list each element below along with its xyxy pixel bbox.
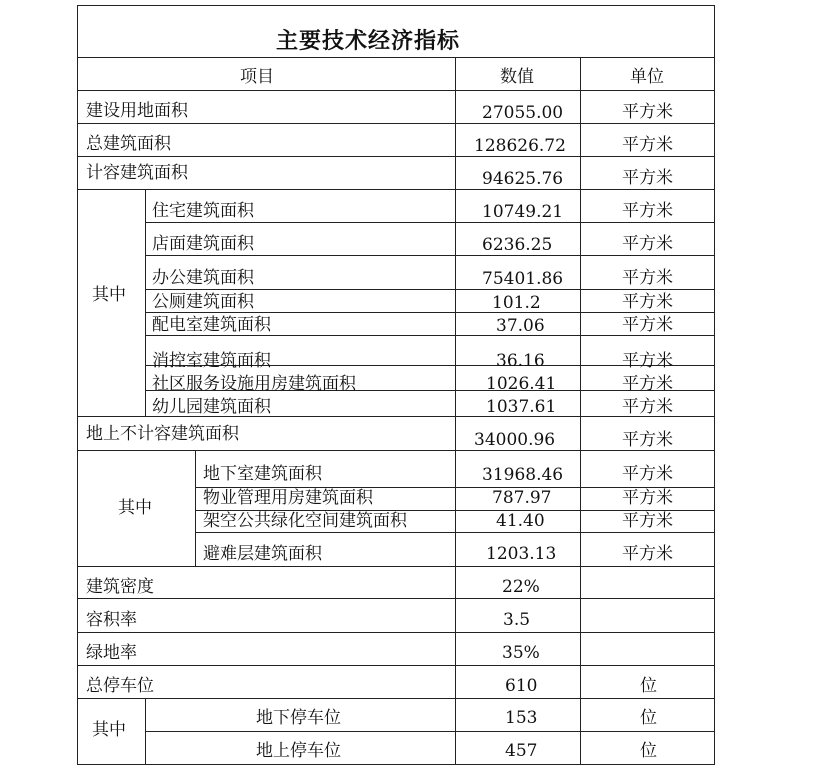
grid-line-horizontal — [77, 632, 715, 633]
grid-line-horizontal — [77, 598, 715, 599]
row-unit: 平方米 — [622, 135, 673, 155]
row-value: 128626.72 — [474, 136, 566, 156]
subrow-unit: 平方米 — [622, 268, 673, 288]
grid-line-horizontal — [77, 5, 715, 6]
row-unit: 平方米 — [622, 168, 673, 188]
row-value: 3.5 — [503, 610, 531, 630]
subrow-unit: 平方米 — [622, 488, 673, 508]
row-value: 34000.96 — [474, 430, 556, 450]
subrow-label: 架空公共绿化空间建筑面积 — [203, 511, 407, 531]
subrow-label: 住宅建筑面积 — [152, 201, 254, 221]
subrow-unit: 位 — [640, 741, 657, 761]
subrow-label: 物业管理用房建筑面积 — [203, 488, 373, 508]
grid-line-vertical — [77, 5, 78, 765]
subrow-value: 41.40 — [496, 511, 545, 531]
header-item: 项目 — [240, 67, 274, 87]
subrow-value: 787.97 — [492, 488, 552, 508]
subrow-label: 办公建筑面积 — [152, 268, 254, 288]
subrow-label: 店面建筑面积 — [152, 234, 254, 254]
group-label: 其中 — [92, 720, 126, 740]
subrow-value: 10749.21 — [482, 202, 564, 222]
subrow-unit: 平方米 — [622, 315, 673, 335]
group-label: 其中 — [118, 498, 152, 518]
row-label: 地上不计容建筑面积 — [86, 424, 239, 444]
subrow-value: 31968.46 — [482, 465, 564, 485]
grid-line-horizontal — [77, 764, 715, 765]
grid-line-vertical — [714, 5, 715, 765]
subrow-label: 公厕建筑面积 — [152, 292, 254, 312]
grid-line-horizontal — [145, 335, 715, 336]
subrow-label: 地下室建筑面积 — [203, 464, 322, 484]
row-label: 绿地率 — [86, 643, 137, 663]
subrow-unit: 平方米 — [622, 464, 673, 484]
grid-line-horizontal — [77, 566, 715, 567]
grid-line-horizontal — [77, 57, 715, 58]
grid-line-horizontal — [77, 189, 715, 190]
header-unit: 单位 — [630, 67, 664, 87]
subrow-value: 457 — [505, 741, 538, 761]
row-unit: 位 — [640, 676, 657, 696]
row-label: 建设用地面积 — [86, 101, 188, 121]
grid-line-horizontal — [77, 90, 715, 91]
subrow-label: 配电室建筑面积 — [152, 315, 271, 335]
subrow-value: 6236.25 — [482, 235, 553, 255]
grid-line-vertical — [145, 189, 146, 417]
grid-line-horizontal — [77, 123, 715, 124]
subrow-label: 幼儿园建筑面积 — [152, 397, 271, 417]
subrow-value: 75401.86 — [482, 269, 564, 289]
subrow-value: 101.2 — [492, 293, 541, 313]
subrow-label: 地下停车位 — [256, 708, 341, 728]
grid-line-horizontal — [77, 450, 715, 451]
row-label: 计容建筑面积 — [86, 163, 188, 183]
subrow-unit: 平方米 — [622, 201, 673, 221]
grid-line-horizontal — [145, 289, 715, 290]
subrow-value: 1037.61 — [486, 397, 557, 417]
row-value: 22% — [502, 577, 540, 597]
row-value: 35% — [502, 643, 540, 663]
grid-line-vertical — [195, 450, 196, 567]
subrow-unit: 平方米 — [622, 292, 673, 312]
grid-line-horizontal — [145, 312, 715, 313]
row-label: 总建筑面积 — [86, 134, 171, 154]
subrow-unit: 平方米 — [622, 351, 673, 371]
grid-line-horizontal — [145, 731, 715, 732]
row-unit: 平方米 — [622, 430, 673, 450]
subrow-unit: 位 — [640, 708, 657, 728]
grid-line-vertical — [580, 57, 581, 765]
row-label: 容积率 — [86, 610, 137, 630]
subrow-label: 避难层建筑面积 — [203, 544, 322, 564]
subrow-unit: 平方米 — [622, 374, 673, 394]
row-value: 94625.76 — [482, 169, 564, 189]
subrow-label: 消控室建筑面积 — [152, 351, 271, 371]
grid-line-horizontal — [145, 255, 715, 256]
grid-line-horizontal — [77, 665, 715, 666]
subrow-label: 社区服务设施用房建筑面积 — [152, 374, 356, 394]
row-label: 建筑密度 — [86, 577, 154, 597]
subrow-value: 1203.13 — [486, 544, 557, 564]
grid-line-horizontal — [145, 222, 715, 223]
row-value: 610 — [505, 676, 538, 696]
grid-line-horizontal — [77, 698, 715, 699]
subrow-unit: 平方米 — [622, 544, 673, 564]
row-label: 总停车位 — [86, 676, 154, 696]
subrow-value: 37.06 — [496, 316, 545, 336]
subrow-value: 153 — [505, 708, 538, 728]
subrow-label: 地上停车位 — [256, 741, 341, 761]
grid-line-horizontal — [77, 156, 715, 157]
subrow-unit: 平方米 — [622, 397, 673, 417]
row-value: 27055.00 — [482, 103, 564, 123]
row-unit: 平方米 — [622, 102, 673, 122]
header-value: 数值 — [500, 67, 534, 87]
group-label: 其中 — [92, 285, 126, 305]
subrow-unit: 平方米 — [622, 234, 673, 254]
grid-line-vertical — [455, 57, 456, 765]
grid-line-vertical — [145, 698, 146, 765]
subrow-value: 1026.41 — [486, 374, 557, 394]
subrow-unit: 平方米 — [622, 511, 673, 531]
table-title: 主要技术经济指标 — [276, 29, 461, 54]
subrow-value: 36.16 — [496, 351, 545, 371]
